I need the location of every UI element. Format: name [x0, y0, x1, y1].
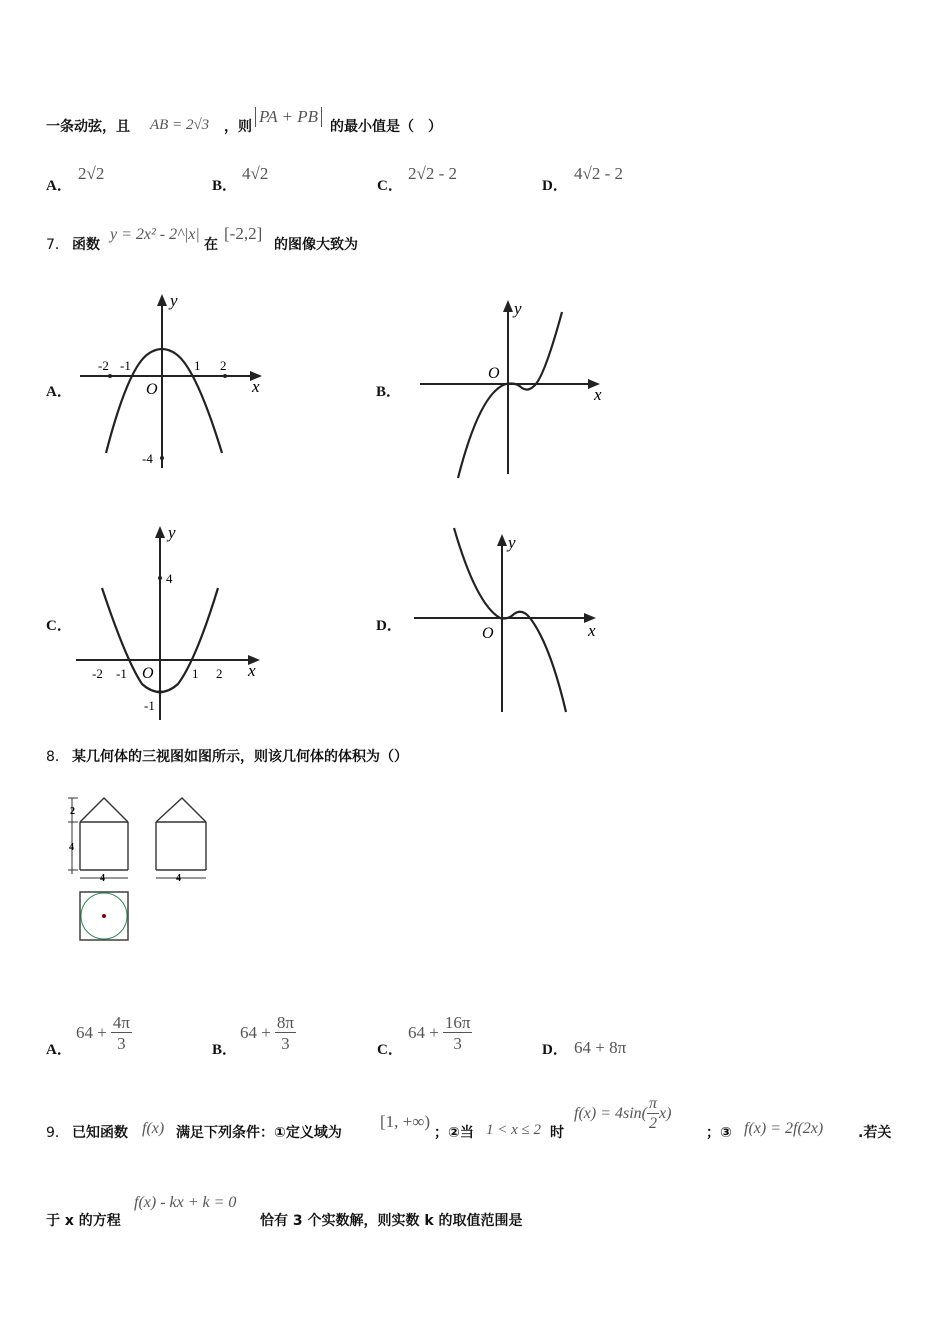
q6-text-b: ，则: [224, 119, 252, 135]
numerator: π: [649, 1095, 658, 1112]
tick-point: [158, 576, 162, 580]
q8-option-b-label: B．: [212, 1042, 238, 1058]
q8-option-b-value: [240, 1014, 296, 1052]
x-label: x: [594, 385, 602, 404]
origin-label: O: [146, 381, 158, 398]
fraction: [647, 1096, 659, 1132]
q7-graph-b: [410, 292, 620, 482]
origin-label: O: [488, 365, 500, 382]
y-label: y: [168, 523, 176, 542]
tick-label: 2: [220, 358, 227, 373]
denominator: 2: [649, 1115, 657, 1132]
tick-label: 1: [192, 666, 199, 681]
q6-option-c-label: C．: [377, 178, 403, 194]
q7-option-d-label: D．: [376, 618, 402, 634]
tick-label: 1: [194, 358, 201, 373]
q9-definition: [574, 1096, 671, 1132]
denominator: 3: [117, 1034, 126, 1053]
q6-condition: AB = 2√3: [150, 117, 210, 133]
q9-text-1: 已知函数: [72, 1125, 128, 1141]
numerator: 4π: [112, 1013, 130, 1032]
dimension-label: 4: [69, 842, 74, 853]
q9-fx: f(x): [142, 1120, 165, 1137]
fraction: [443, 1014, 473, 1052]
q7-text-c: 的图像大致为: [274, 237, 358, 253]
def-left: f(x) = 4sin(: [574, 1105, 647, 1122]
q9-line2-a: 于 x 的方程: [46, 1213, 121, 1229]
tick-label: -1: [144, 698, 155, 713]
whole: 64 +: [408, 1023, 439, 1042]
q9-text-3: ；②当: [434, 1125, 474, 1141]
tick-point: [223, 374, 227, 378]
q8-three-views: [60, 792, 220, 952]
q8-text: 某几何体的三视图如图所示，则该几何体的体积为（）: [72, 749, 408, 765]
q9-equation: f(x) - kx + k = 0: [134, 1194, 237, 1211]
whole: 64 +: [76, 1023, 107, 1042]
dimension-label: 4: [100, 873, 105, 884]
denominator: 3: [453, 1034, 462, 1053]
denominator: 3: [281, 1034, 290, 1053]
q6-option-a-value: 2√2: [78, 164, 105, 183]
y-axis-arrow: [155, 526, 165, 538]
q7-graph-c: [70, 520, 280, 725]
q6-abs-expression: PA + PB: [255, 107, 322, 127]
tick-label: 2: [216, 666, 223, 681]
tick-label: -4: [142, 451, 153, 466]
front-view-roof: [80, 798, 128, 822]
tick-label: -2: [92, 666, 103, 681]
q7-option-a-label: A．: [46, 384, 72, 400]
q6-option-b-label: B．: [212, 178, 238, 194]
q6-option-b-value: 4√2: [242, 164, 269, 183]
q9-domain: [1, +∞): [380, 1112, 431, 1131]
fraction: [275, 1014, 296, 1052]
y-label: y: [170, 291, 178, 310]
q7-graph-a: [70, 288, 280, 478]
q9-text-6: .若关: [858, 1125, 892, 1141]
q7-text-b: 在: [204, 237, 218, 253]
q8-option-a-label: A．: [46, 1042, 72, 1058]
q7-text-a: 函数: [72, 237, 100, 253]
y-axis-arrow: [503, 300, 513, 312]
x-label: x: [252, 377, 260, 396]
tick-label: -2: [98, 358, 109, 373]
q6-option-d-value: 4√2 - 2: [574, 164, 623, 183]
tick-label: -1: [116, 666, 127, 681]
tick-label: 4: [166, 571, 173, 586]
tick-point: [108, 374, 112, 378]
numerator: 16π: [444, 1013, 471, 1032]
q6-text-a: 一条动弦，且: [46, 119, 130, 135]
tick-label: -1: [120, 358, 131, 373]
q6-text-c: 的最小值是（ ）: [330, 119, 442, 135]
q9-relation: f(x) = 2f(2x): [744, 1120, 824, 1137]
q9-number: 9．: [46, 1125, 69, 1141]
x-label: x: [248, 661, 256, 680]
q9-line2-b: 恰有 3 个实数解，则实数 k 的取值范围是: [260, 1213, 523, 1229]
top-view-center: [102, 914, 106, 918]
dimension-label: 4: [176, 873, 181, 884]
tick-point: [158, 690, 162, 694]
whole: 64 +: [240, 1023, 271, 1042]
origin-label: O: [482, 625, 494, 642]
q8-option-d-label: D．: [542, 1042, 568, 1058]
curve: [458, 312, 562, 478]
q7-function: y = 2x² - 2^|x|: [110, 226, 200, 243]
q7-graph-d: [410, 524, 620, 719]
q6-option-c-value: 2√2 - 2: [408, 164, 457, 183]
y-label: y: [514, 299, 522, 318]
curve: [454, 528, 566, 712]
q6-option-a-label: A．: [46, 178, 72, 194]
q7-option-c-label: C．: [46, 618, 72, 634]
q7-option-b-label: B．: [376, 384, 402, 400]
q6-option-d-label: D．: [542, 178, 568, 194]
fraction: [111, 1014, 132, 1052]
q8-option-d-value: 64 + 8π: [574, 1038, 627, 1057]
q7-interval: [-2,2]: [224, 224, 263, 243]
q8-option-a-value: [76, 1014, 132, 1052]
q9-inequality: 1 < x ≤ 2: [486, 1122, 542, 1138]
dimension-label: 2: [70, 806, 75, 817]
q9-text-2: 满足下列条件：①定义域为: [176, 1125, 342, 1141]
q8-option-c-value: [408, 1014, 472, 1052]
x-label: x: [588, 621, 596, 640]
side-view-roof: [156, 798, 206, 822]
y-label: y: [508, 533, 516, 552]
y-axis-arrow: [497, 534, 507, 546]
y-axis-arrow: [157, 294, 167, 306]
q9-text-5: ；③: [706, 1125, 732, 1141]
def-right: x): [659, 1105, 672, 1122]
q8-number: 8．: [46, 749, 69, 765]
numerator: 8π: [276, 1013, 294, 1032]
q8-option-c-label: C．: [377, 1042, 403, 1058]
q7-number: 7．: [46, 237, 69, 253]
origin-label: O: [142, 665, 154, 682]
tick-point: [160, 456, 164, 460]
q9-text-4: 时: [550, 1125, 564, 1141]
